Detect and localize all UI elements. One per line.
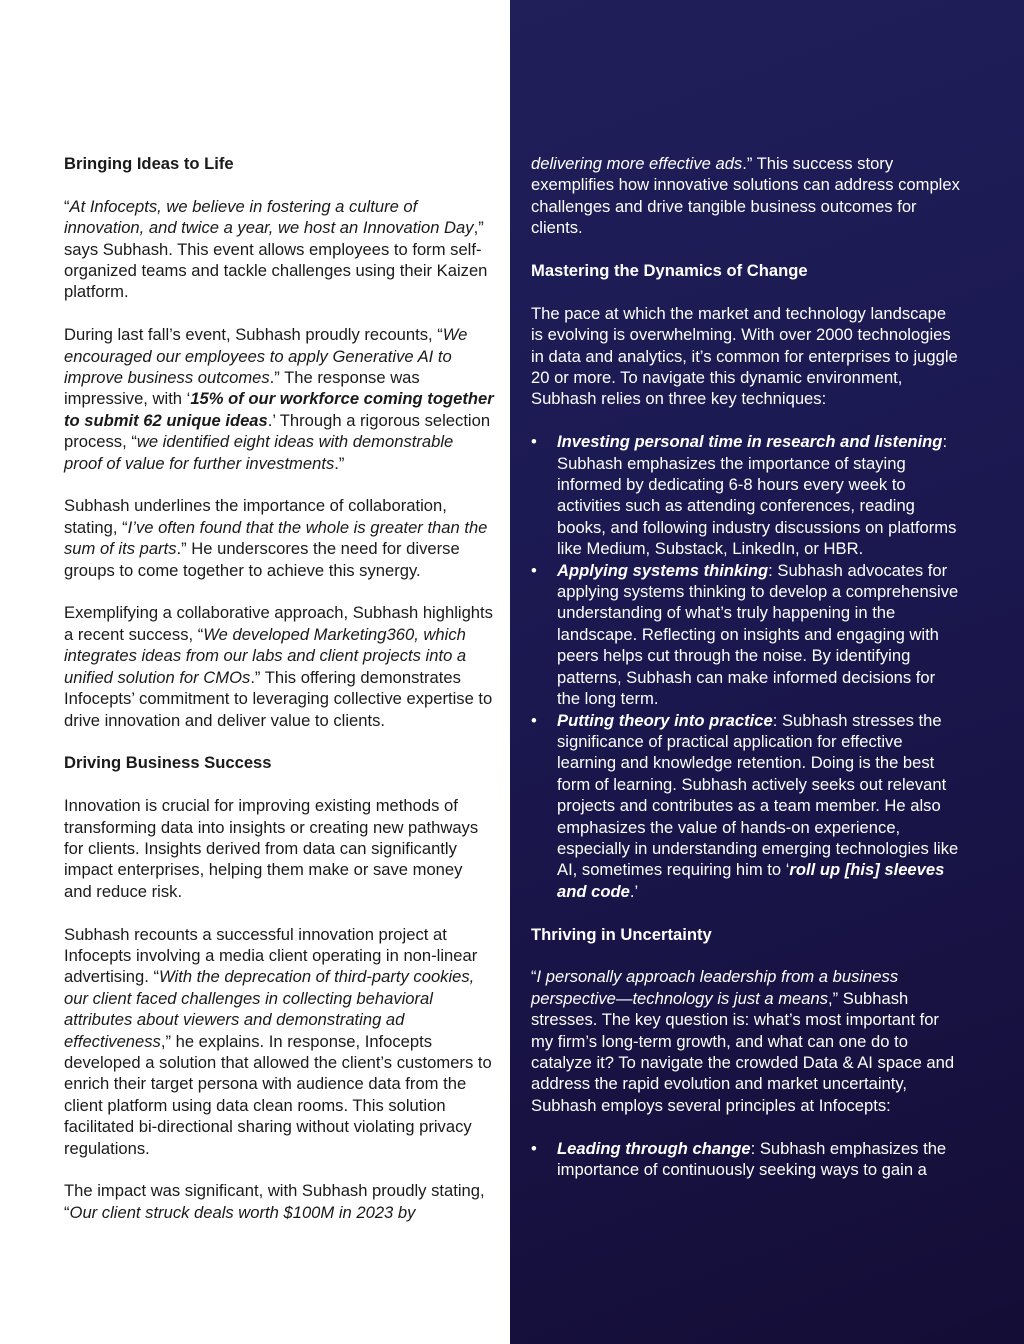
text: .” bbox=[334, 453, 345, 473]
paragraph-media-client bbox=[64, 924, 494, 1159]
quote-deals-100m: Our client struck deals worth $100M in 2023 by bbox=[69, 1202, 416, 1222]
quote-mark: “ bbox=[64, 196, 70, 216]
list-item-lead: Applying systems thinking bbox=[557, 560, 769, 580]
text: .” This success story exemplifies how innovative solutions can address complex challenges and drive tangible business outcomes for clients. bbox=[531, 154, 960, 238]
text: .” This offering demonstrates Infocepts’ commitment to leveraging collective expertise to drive innovation and deliver value to clients. bbox=[64, 667, 493, 730]
heading-mastering-change: Mastering the Dynamics of Change bbox=[531, 261, 808, 281]
left-column bbox=[0, 0, 510, 1344]
quote-marketing360: We developed Marketing360, which integrates ideas from our labs and client projects into a unified solution for CMOs bbox=[64, 624, 467, 687]
principles-list bbox=[531, 1138, 961, 1181]
paragraph-collaboration bbox=[64, 495, 494, 581]
techniques-list bbox=[531, 431, 961, 902]
list-item-lead: Putting theory into practice bbox=[557, 710, 773, 730]
list-item bbox=[531, 560, 961, 710]
quote-effective-ads: delivering more effective ads bbox=[531, 154, 743, 173]
paragraph-marketing360 bbox=[64, 602, 494, 730]
quote-third-party-cookies: With the deprecation of third-party cookies, our client faced challenges in collecting behavioral attributes about viewers and demonstrating ad effectiveness bbox=[64, 967, 475, 1051]
list-item-text: : Subhash emphasizes the importance of continuously seeking ways to gain a bbox=[557, 1138, 947, 1179]
list-item bbox=[531, 710, 961, 903]
left-column-text bbox=[64, 153, 494, 1223]
text: Exemplifying a collaborative approach, Subhash highlights a recent success, “ bbox=[64, 603, 493, 644]
heading-thriving-uncertainty: Thriving in Uncertainty bbox=[531, 924, 712, 944]
bold-quote-workforce: 15% of our workforce coming together to submit 62 unique ideas bbox=[64, 389, 494, 430]
list-item bbox=[531, 431, 961, 559]
list-item-lead: Leading through change bbox=[557, 1138, 751, 1158]
bullet-icon: • bbox=[531, 710, 537, 730]
text: .” The response was impressive, with ‘ bbox=[64, 368, 420, 409]
heading-bringing-ideas: Bringing Ideas to Life bbox=[64, 154, 234, 173]
bullet-icon: • bbox=[531, 432, 537, 452]
quote-mark: “ bbox=[531, 967, 537, 987]
text: .’ Through a rigorous selection process, “ bbox=[64, 410, 491, 452]
list-item-lead: Investing personal time in research and listening bbox=[557, 432, 943, 452]
paragraph-effective-ads bbox=[531, 153, 961, 239]
bold-quote-roll-up-sleeves: roll up [his] sleeves and code bbox=[557, 860, 945, 901]
quote-innovation-day: At Infocepts, we believe in fostering a culture of innovation, and twice a year, we host an Innovation Day bbox=[64, 196, 474, 238]
right-column-text bbox=[531, 153, 961, 1180]
list-item-text: : Subhash emphasizes the importance of staying informed by dedicating 6-8 hours every week to activities such as attending conferences, reading books, and following industry discussions on platforms like Medium, Substack, LinkedIn, or HBR. bbox=[557, 432, 957, 559]
text: ,” Subhash stresses. The key question is: what’s most important for my firm’s long-term growth, and what can one do to catalyze it? To navigate the crowded Data & AI space and address the rapid evolution and market uncertainty, Subhash employs several principles at Infocepts: bbox=[531, 988, 955, 1115]
heading-driving-business-success: Driving Business Success bbox=[64, 753, 272, 773]
right-column bbox=[510, 0, 1024, 1344]
text: ,” he explains. In response, Infocepts developed a solution that allowed the client’s customers to enrich their target persona with audience data from the client platform using data clean rooms. This solution facilitated bi-directional sharing without violating privacy regulations. bbox=[64, 1031, 492, 1158]
quote-leadership: I personally approach leadership from a business perspective—technology is just a means bbox=[531, 967, 899, 1008]
text: Subhash underlines the importance of collaboration, stating, “ bbox=[64, 496, 447, 537]
text: During last fall’s event, Subhash proudly recounts, “ bbox=[64, 325, 443, 345]
paragraph-leadership bbox=[531, 966, 961, 1116]
list-item-text: : Subhash stresses the significance of practical application for effective learning and knowledge retention. Doing is the best form of learning. Subhash actively seeks out relevant projects and contributes as a team member. He also emphasizes the value of hands-on experience, especially in understanding emerging technologies like AI, sometimes requiring him to ‘ bbox=[557, 710, 959, 880]
quote-whole-greater: I’ve often found that the whole is greater than the sum of its parts bbox=[64, 517, 488, 559]
paragraph-last-fall-event bbox=[64, 324, 494, 474]
list-item bbox=[531, 1138, 961, 1181]
list-item-text: : Subhash advocates for applying systems thinking to develop a comprehensive understanding of what’s truly happening in the landscape. Reflecting on insights and engaging with peers helps cut through the noise. By identifying patterns, Subhash can make informed decisions for the long term. bbox=[557, 560, 959, 709]
paragraph-pace-of-market: The pace at which the market and technology landscape is evolving is overwhelming. With over 2000 technologies in data and analytics, it’s common for enterprises to juggle 20 or more. To navigate this dynamic environment, Subhash relies on three key techniques: bbox=[531, 303, 958, 409]
quote-generative-ai: We encouraged our employees to apply Generative AI to improve business outcomes bbox=[64, 325, 468, 388]
text: ,” says Subhash. This event allows employees to form self-organized teams and tackle challenges using their Kaizen platform. bbox=[64, 218, 488, 302]
text: Subhash recounts a successful innovation project at Infocepts involving a media client operating in non-linear advertising. “ bbox=[64, 924, 478, 987]
quote-eight-ideas: we identified eight ideas with demonstrable proof of value for further investments bbox=[64, 432, 454, 473]
paragraph-impact bbox=[64, 1180, 494, 1223]
paragraph-innovation-crucial: Innovation is crucial for improving existing methods of transforming data into insights or creating new pathways for clients. Insights derived from data can significantly impact enterprises, helping them make or save money and reduce risk. bbox=[64, 796, 479, 901]
bullet-icon: • bbox=[531, 1138, 537, 1158]
paragraph-innovation-day bbox=[64, 196, 494, 303]
bullet-icon: • bbox=[531, 560, 537, 580]
list-item-text: .’ bbox=[629, 881, 639, 901]
text: .” He underscores the need for diverse groups to come together to achieve this synergy. bbox=[64, 539, 460, 580]
text: The impact was significant, with Subhash proudly stating, “ bbox=[64, 1181, 485, 1222]
